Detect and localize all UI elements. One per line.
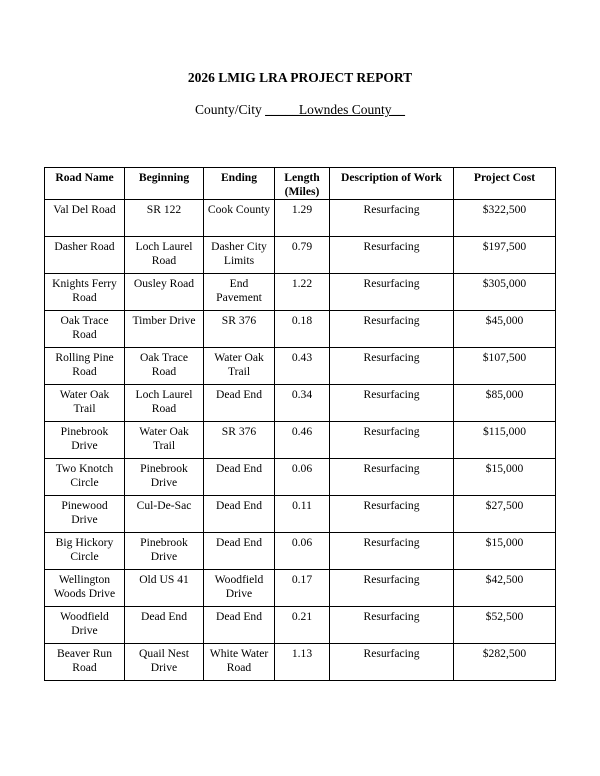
cell-road-name: Woodfield Drive <box>45 607 125 644</box>
cell-project-cost: $282,500 <box>454 644 556 681</box>
project-table <box>44 167 556 681</box>
cell-length: 0.43 <box>275 348 330 385</box>
cell-description: Resurfacing <box>330 496 454 533</box>
county-line <box>0 102 600 118</box>
header-ending: Ending <box>204 168 275 200</box>
cell-description: Resurfacing <box>330 533 454 570</box>
cell-project-cost: $52,500 <box>454 607 556 644</box>
cell-project-cost: $322,500 <box>454 200 556 237</box>
cell-description: Resurfacing <box>330 644 454 681</box>
table-row <box>45 274 556 311</box>
cell-description: Resurfacing <box>330 348 454 385</box>
cell-length: 0.46 <box>275 422 330 459</box>
cell-road-name: Val Del Road <box>45 200 125 237</box>
cell-ending: Dead End <box>204 496 275 533</box>
header-length: Length (Miles) <box>275 168 330 200</box>
cell-description: Resurfacing <box>330 274 454 311</box>
table-row <box>45 311 556 348</box>
cell-project-cost: $15,000 <box>454 533 556 570</box>
cell-project-cost: $42,500 <box>454 570 556 607</box>
cell-length: 0.34 <box>275 385 330 422</box>
cell-project-cost: $85,000 <box>454 385 556 422</box>
cell-beginning: Ousley Road <box>125 274 204 311</box>
table-row <box>45 348 556 385</box>
cell-project-cost: $45,000 <box>454 311 556 348</box>
cell-length: 0.11 <box>275 496 330 533</box>
cell-description: Resurfacing <box>330 200 454 237</box>
cell-road-name: Pinewood Drive <box>45 496 125 533</box>
header-beginning: Beginning <box>125 168 204 200</box>
cell-beginning: Water Oak Trail <box>125 422 204 459</box>
cell-project-cost: $115,000 <box>454 422 556 459</box>
table-row <box>45 644 556 681</box>
cell-description: Resurfacing <box>330 422 454 459</box>
cell-beginning: Pinebrook Drive <box>125 533 204 570</box>
table-row <box>45 496 556 533</box>
table-row <box>45 385 556 422</box>
cell-beginning: Timber Drive <box>125 311 204 348</box>
cell-ending: Woodfield Drive <box>204 570 275 607</box>
cell-ending: Cook County <box>204 200 275 237</box>
table-row <box>45 422 556 459</box>
cell-length: 1.13 <box>275 644 330 681</box>
cell-length: 0.21 <box>275 607 330 644</box>
cell-ending: Water Oak Trail <box>204 348 275 385</box>
table-row <box>45 237 556 274</box>
cell-ending: Dasher City Limits <box>204 237 275 274</box>
cell-beginning: Pinebrook Drive <box>125 459 204 496</box>
cell-road-name: Rolling Pine Road <box>45 348 125 385</box>
cell-ending: End Pavement <box>204 274 275 311</box>
table-row <box>45 533 556 570</box>
table-row <box>45 570 556 607</box>
cell-ending: White Water Road <box>204 644 275 681</box>
county-value: _____Lowndes County__ <box>265 102 405 117</box>
cell-beginning: Quail Nest Drive <box>125 644 204 681</box>
cell-description: Resurfacing <box>330 311 454 348</box>
cell-road-name: Wellington Woods Drive <box>45 570 125 607</box>
cell-description: Resurfacing <box>330 570 454 607</box>
cell-beginning: Cul-De-Sac <box>125 496 204 533</box>
cell-length: 0.18 <box>275 311 330 348</box>
table-row <box>45 607 556 644</box>
cell-project-cost: $107,500 <box>454 348 556 385</box>
cell-road-name: Beaver Run Road <box>45 644 125 681</box>
cell-beginning: Oak Trace Road <box>125 348 204 385</box>
cell-ending: Dead End <box>204 533 275 570</box>
cell-road-name: Pinebrook Drive <box>45 422 125 459</box>
cell-ending: SR 376 <box>204 311 275 348</box>
cell-beginning: Old US 41 <box>125 570 204 607</box>
header-project-cost: Project Cost <box>454 168 556 200</box>
cell-description: Resurfacing <box>330 237 454 274</box>
cell-length: 1.29 <box>275 200 330 237</box>
cell-project-cost: $305,000 <box>454 274 556 311</box>
cell-length: 0.17 <box>275 570 330 607</box>
table-row <box>45 459 556 496</box>
report-title: 2026 LMIG LRA PROJECT REPORT <box>187 70 413 85</box>
cell-beginning: Loch Laurel Road <box>125 237 204 274</box>
cell-road-name: Big Hickory Circle <box>45 533 125 570</box>
header-road-name: Road Name <box>45 168 125 200</box>
cell-ending: Dead End <box>204 607 275 644</box>
header-description: Description of Work <box>330 168 454 200</box>
cell-ending: Dead End <box>204 459 275 496</box>
cell-road-name: Knights Ferry Road <box>45 274 125 311</box>
county-label: County/City <box>194 102 262 117</box>
cell-road-name: Oak Trace Road <box>45 311 125 348</box>
cell-ending: Dead End <box>204 385 275 422</box>
cell-length: 0.06 <box>275 459 330 496</box>
cell-beginning: SR 122 <box>125 200 204 237</box>
cell-description: Resurfacing <box>330 607 454 644</box>
cell-project-cost: $27,500 <box>454 496 556 533</box>
cell-beginning: Loch Laurel Road <box>125 385 204 422</box>
cell-beginning: Dead End <box>125 607 204 644</box>
cell-road-name: Water Oak Trail <box>45 385 125 422</box>
cell-length: 1.22 <box>275 274 330 311</box>
cell-project-cost: $15,000 <box>454 459 556 496</box>
cell-length: 0.79 <box>275 237 330 274</box>
cell-description: Resurfacing <box>330 385 454 422</box>
cell-description: Resurfacing <box>330 459 454 496</box>
table-header-row <box>45 168 556 200</box>
table-body <box>45 200 556 681</box>
cell-road-name: Two Knotch Circle <box>45 459 125 496</box>
cell-project-cost: $197,500 <box>454 237 556 274</box>
cell-road-name: Dasher Road <box>45 237 125 274</box>
cell-ending: SR 376 <box>204 422 275 459</box>
cell-length: 0.06 <box>275 533 330 570</box>
table-row <box>45 200 556 237</box>
